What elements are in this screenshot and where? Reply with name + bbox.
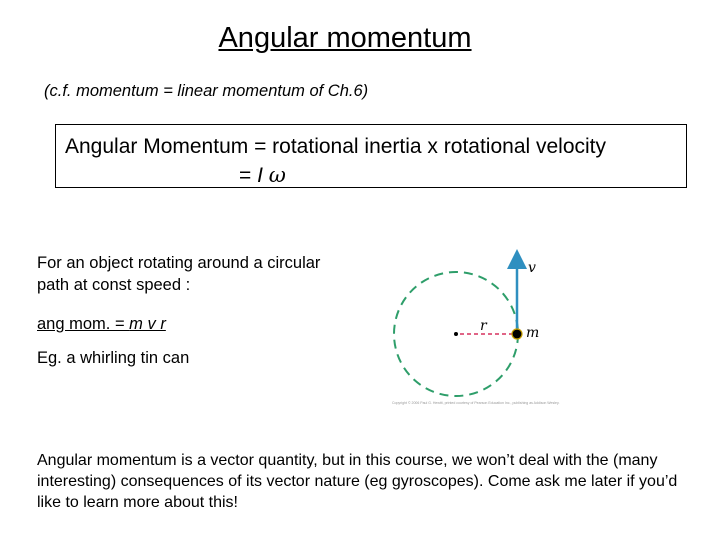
ang-mom-label: ang mom. = <box>37 315 130 333</box>
angular-momentum-equation <box>37 313 166 335</box>
example-text: Eg. a whirling tin can <box>37 349 190 367</box>
mass-dot <box>512 329 522 339</box>
center-point <box>454 332 458 336</box>
formula-inertia-symbol: I <box>257 164 263 187</box>
formula-omega-symbol: ω <box>268 163 286 187</box>
formula-expression <box>239 163 286 188</box>
rotating-object-text: For an object rotating around a circular path at const speed : <box>37 254 321 294</box>
velocity-label: v <box>528 260 536 276</box>
formula-definition: Angular Momentum = rotational inertia x rotational velocity <box>65 135 607 158</box>
slide-title: Angular momentum <box>218 22 472 54</box>
formula-equals: = <box>239 164 258 187</box>
mass-label: m <box>526 325 540 341</box>
vector-note: Angular momentum is a vector quantity, but in this course, we won’t deal with the (many interesting) consequences of its vector nature (eg gyroscopes). Come ask me later if you’d like to learn more about this! <box>37 452 678 511</box>
radius-label: r <box>480 318 487 334</box>
slide-subtitle: (c.f. momentum = linear momentum of Ch.6) <box>44 82 369 100</box>
ang-mom-expression: m v r <box>129 315 166 333</box>
figure-copyright: Copyright © 2006 Paul G. Hewitt, printed courtesy of Pearson Education Inc., publishing as Addison Wesley. <box>392 401 560 405</box>
formula-box <box>55 124 687 188</box>
whirling-mass-diagram <box>380 245 580 405</box>
